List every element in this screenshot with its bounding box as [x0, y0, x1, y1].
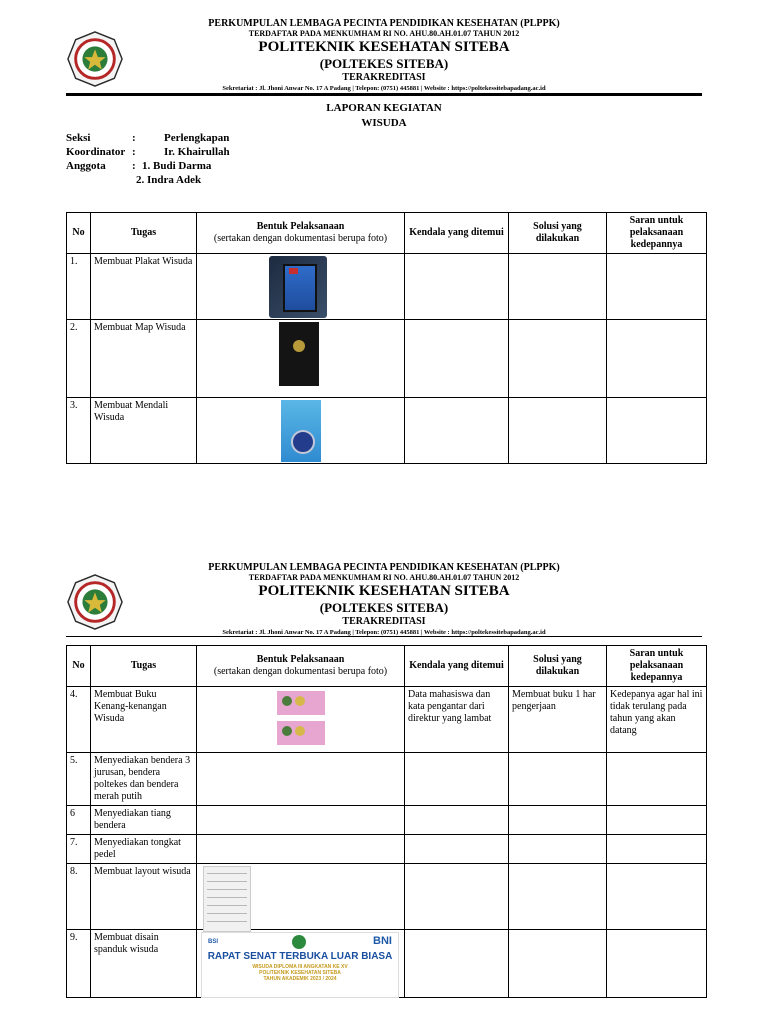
anggota-label: Anggota: [66, 160, 106, 172]
cell-photo: [197, 687, 405, 753]
cell-tugas: Membuat layout wisuda: [91, 864, 197, 930]
map-photo: [279, 322, 319, 386]
cell-tugas: Membuat Buku Kenang-kenangan Wisuda: [91, 687, 197, 753]
header-solusi: Solusi yang dilakukan: [509, 646, 607, 687]
report-title-event: WISUDA: [361, 117, 407, 129]
cell-photo: [197, 398, 405, 464]
cell-tugas: Membuat disain spanduk wisuda: [91, 930, 197, 998]
table-row: [67, 806, 707, 835]
table-row: [67, 930, 707, 998]
banner-photo: [201, 932, 399, 998]
header-solusi: Solusi yang dilakukan: [509, 213, 607, 254]
colon: :: [132, 146, 136, 158]
header-bentuk-sub: (sertakan dengan dokumentasi berupa foto): [213, 233, 388, 244]
koordinator-value: Ir. Khairullah: [164, 146, 230, 158]
cell-kendala: [405, 320, 509, 398]
cell-kendala: [405, 930, 509, 998]
letterhead-institution: POLITEKNIK KESEHATAN SITEBA: [258, 583, 510, 599]
header-kendala: Kendala yang ditemui: [405, 646, 509, 687]
cell-photo: [197, 930, 405, 998]
table-row: [67, 320, 707, 398]
layout-photo: [203, 866, 251, 932]
cell-solusi: [509, 930, 607, 998]
cell-solusi: [509, 254, 607, 320]
bni-logo: BNI: [373, 935, 392, 947]
cell-kendala: [405, 254, 509, 320]
institution-logo-icon: [66, 573, 124, 631]
cell-kendala: [405, 398, 509, 464]
cell-photo: [197, 320, 405, 398]
cell-solusi: [509, 864, 607, 930]
colon: :: [132, 160, 136, 172]
cell-photo: [197, 864, 405, 930]
seksi-value: Perlengkapan: [164, 132, 230, 144]
cell-saran: [607, 835, 707, 864]
letterhead-org: PERKUMPULAN LEMBAGA PECINTA PENDIDIKAN KESEHATAN (PLPPK): [208, 562, 560, 573]
table-row: [67, 753, 707, 806]
letterhead-abbreviation: (POLTEKES SITEBA): [319, 56, 449, 71]
header-no: No: [67, 646, 91, 687]
seksi-label: Seksi: [66, 132, 91, 144]
header-saran: Saran untuk pelaksanaan kedepannya: [607, 213, 707, 254]
header-tugas: Tugas: [91, 646, 197, 687]
cell-no: 5.: [67, 753, 91, 806]
cell-photo: [197, 835, 405, 864]
cell-tugas: Menyediakan tiang bendera: [91, 806, 197, 835]
header-no: No: [67, 213, 91, 254]
cell-no: 4.: [67, 687, 91, 753]
cell-no: 6: [67, 806, 91, 835]
letterhead-accreditation: TERAKREDITASI: [342, 72, 426, 83]
cell-saran: [607, 930, 707, 998]
header-bentuk-title: Bentuk Pelaksanaan: [256, 654, 345, 665]
cell-kendala: [405, 835, 509, 864]
cell-solusi: [509, 398, 607, 464]
report-page-1: [0, 0, 768, 490]
header-bentuk-sub: (sertakan dengan dokumentasi berupa foto): [213, 666, 388, 677]
bsi-logo: BSI: [208, 939, 219, 945]
cell-saran: [607, 806, 707, 835]
cell-kendala: [405, 753, 509, 806]
cell-no: 1.: [67, 254, 91, 320]
cell-tugas: Membuat Mendali Wisuda: [91, 398, 197, 464]
cell-no: 8.: [67, 864, 91, 930]
report-meta: [66, 131, 230, 187]
banner-sub-3: TAHUN AKADEMIK 2023 / 2024: [263, 976, 337, 982]
table-row: [67, 398, 707, 464]
cell-kendala: [405, 806, 509, 835]
header-bentuk: [197, 213, 405, 254]
cell-no: 9.: [67, 930, 91, 998]
letterhead-rule: [66, 636, 702, 637]
cell-kendala: Data mahasiswa dan kata pengantar dari direktur yang lambat: [405, 687, 509, 753]
letterhead-institution: POLITEKNIK KESEHATAN SITEBA: [258, 39, 510, 55]
cell-tugas: Membuat Plakat Wisuda: [91, 254, 197, 320]
book-photo: [277, 691, 325, 715]
report-title: [0, 101, 768, 131]
banner-sub-2: POLITEKNIK KESEHATAN SITEBA: [259, 970, 341, 976]
table-header-row: [67, 213, 707, 254]
cell-no: 2.: [67, 320, 91, 398]
cell-saran: [607, 398, 707, 464]
header-bentuk: [197, 646, 405, 687]
cell-photo: [197, 753, 405, 806]
cell-tugas: Menyediakan tongkat pedel: [91, 835, 197, 864]
cell-saran: Kedepanya agar hal ini tidak terulang pada tahun yang akan datang: [607, 687, 707, 753]
table-row: [67, 864, 707, 930]
cell-no: 3.: [67, 398, 91, 464]
banner-subtitle: [202, 964, 398, 982]
table-row: [67, 254, 707, 320]
letterhead: [140, 562, 628, 637]
banner-logo-icon: [292, 935, 306, 949]
report-title-main: LAPORAN KEGIATAN: [326, 102, 442, 114]
cell-photo: [197, 806, 405, 835]
header-tugas: Tugas: [91, 213, 197, 254]
cell-saran: [607, 320, 707, 398]
cell-solusi: Membuat buku 1 har pengerjaan: [509, 687, 607, 753]
anggota-member-2: 2. Indra Adek: [136, 174, 202, 186]
activity-table-1: [66, 212, 707, 464]
banner-headline: RAPAT SENAT TERBUKA LUAR BIASA: [207, 951, 393, 962]
letterhead: [140, 18, 628, 93]
table-row: [67, 835, 707, 864]
cell-tugas: Menyediakan bendera 3 jurusan, bendera poltekes dan bendera merah putih: [91, 753, 197, 806]
letterhead-rule: [66, 93, 702, 96]
medal-photo: [281, 400, 321, 462]
cell-no: 7.: [67, 835, 91, 864]
header-saran: Saran untuk pelaksanaan kedepannya: [607, 646, 707, 687]
letterhead-address: Sekretariat : Jl. Jhoni Anwar No. 17 A Padang | Telepon: (0751) 445881 | Website : https://poltekessitebapadang.ac.id: [222, 629, 546, 636]
letterhead-org: PERKUMPULAN LEMBAGA PECINTA PENDIDIKAN KESEHATAN (PLPPK): [208, 18, 560, 29]
letterhead-registration: TERDAFTAR PADA MENKUMHAM RI NO. AHU.80.AH.01.07 TAHUN 2012: [248, 573, 520, 582]
anggota-member-1: 1. Budi Darma: [142, 160, 212, 172]
cell-saran: [607, 864, 707, 930]
cell-solusi: [509, 835, 607, 864]
table-header-row: [67, 646, 707, 687]
cell-photo: [197, 254, 405, 320]
cell-tugas: Membuat Map Wisuda: [91, 320, 197, 398]
table-row: [67, 687, 707, 753]
institution-logo-icon: [66, 30, 124, 88]
banner-sub-1: WISUDA DIPLOMA III ANGKATAN KE XV: [252, 964, 348, 970]
letterhead-registration: TERDAFTAR PADA MENKUMHAM RI NO. AHU.80.AH.01.07 TAHUN 2012: [248, 29, 520, 38]
letterhead-accreditation: TERAKREDITASI: [342, 616, 426, 627]
cell-saran: [607, 753, 707, 806]
cell-solusi: [509, 806, 607, 835]
letterhead-abbreviation: (POLTEKES SITEBA): [319, 600, 449, 615]
letterhead-address: Sekretariat : Jl. Jhoni Anwar No. 17 A Padang | Telepon: (0751) 445881 | Website : https://poltekessitebapadang.ac.id: [222, 85, 546, 92]
report-page-2: [0, 555, 768, 1024]
header-bentuk-title: Bentuk Pelaksanaan: [256, 221, 345, 232]
cell-solusi: [509, 320, 607, 398]
plakat-photo: [269, 256, 327, 318]
cell-saran: [607, 254, 707, 320]
cell-solusi: [509, 753, 607, 806]
activity-table-2: [66, 645, 707, 998]
book-photo: [277, 721, 325, 745]
colon: :: [132, 132, 136, 144]
header-kendala: Kendala yang ditemui: [405, 213, 509, 254]
koordinator-label: Koordinator: [66, 146, 126, 158]
cell-kendala: [405, 864, 509, 930]
